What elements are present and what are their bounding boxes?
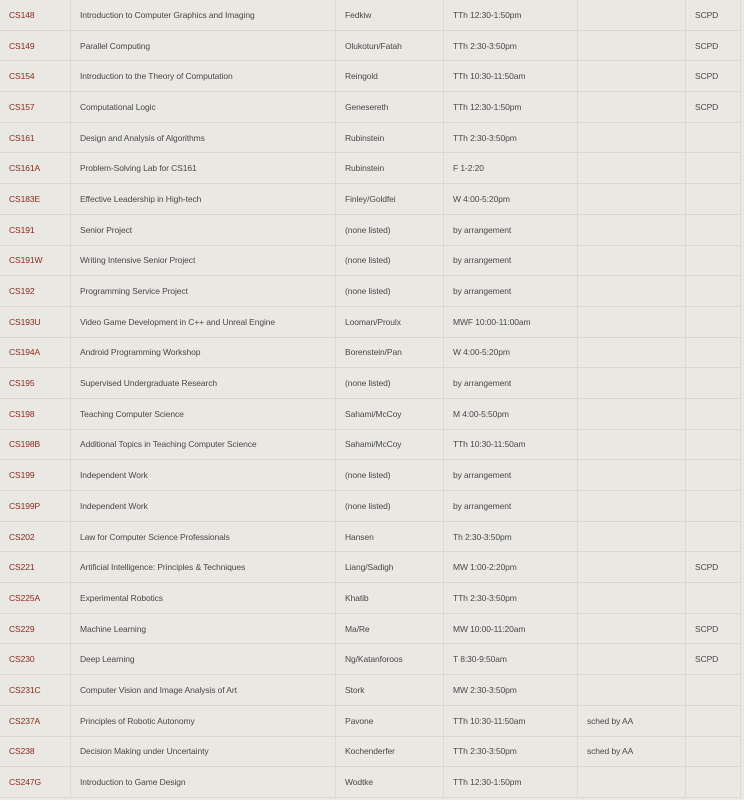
scpd-cell bbox=[686, 705, 741, 736]
instructor-cell: Wodtke bbox=[336, 767, 444, 798]
meeting-time-cell: TTh 2:30-3:50pm bbox=[444, 736, 578, 767]
course-number-cell bbox=[0, 153, 71, 184]
course-number-cell bbox=[0, 644, 71, 675]
course-title-cell: Computational Logic bbox=[71, 92, 336, 123]
course-number-link[interactable]: CS247G bbox=[9, 777, 42, 788]
instructor-cell: Olukotun/Fatah bbox=[336, 30, 444, 61]
course-row bbox=[0, 583, 741, 614]
course-number-link[interactable]: CS229 bbox=[9, 623, 35, 634]
instructor-cell: Kochenderfer bbox=[336, 736, 444, 767]
instructor-cell: Reingold bbox=[336, 61, 444, 92]
course-row bbox=[0, 460, 741, 491]
course-title-cell: Android Programming Workshop bbox=[71, 337, 336, 368]
course-number-cell bbox=[0, 613, 71, 644]
scpd-cell: SCPD bbox=[686, 61, 741, 92]
note-cell bbox=[578, 429, 686, 460]
course-title-cell: Independent Work bbox=[71, 491, 336, 522]
course-number-cell bbox=[0, 521, 71, 552]
scpd-cell bbox=[686, 337, 741, 368]
course-number-link[interactable]: CS161 bbox=[9, 132, 35, 143]
course-number-link[interactable]: CS157 bbox=[9, 101, 35, 112]
scpd-cell bbox=[686, 122, 741, 153]
meeting-time-cell: T 8:30-9:50am bbox=[444, 644, 578, 675]
course-number-link[interactable]: CS154 bbox=[9, 71, 35, 82]
course-title-cell: Deep Learning bbox=[71, 644, 336, 675]
course-number-link[interactable]: CS221 bbox=[9, 562, 35, 573]
instructor-cell: Rubinstein bbox=[336, 153, 444, 184]
note-cell bbox=[578, 613, 686, 644]
instructor-cell: Pavone bbox=[336, 705, 444, 736]
meeting-time-cell: TTh 12:30-1:50pm bbox=[444, 92, 578, 123]
scpd-cell bbox=[686, 460, 741, 491]
course-row bbox=[0, 613, 741, 644]
course-number-link[interactable]: CS225A bbox=[9, 592, 41, 603]
scpd-cell: SCPD bbox=[686, 0, 741, 30]
course-number-cell bbox=[0, 736, 71, 767]
course-row bbox=[0, 214, 741, 245]
course-title-cell: Principles of Robotic Autonomy bbox=[71, 705, 336, 736]
note-cell bbox=[578, 644, 686, 675]
course-number-cell bbox=[0, 30, 71, 61]
course-row bbox=[0, 153, 741, 184]
course-title-cell: Senior Project bbox=[71, 214, 336, 245]
course-row bbox=[0, 30, 741, 61]
instructor-cell: (none listed) bbox=[336, 214, 444, 245]
note-cell bbox=[578, 583, 686, 614]
meeting-time-cell: TTh 12:30-1:50pm bbox=[444, 0, 578, 30]
course-number-cell bbox=[0, 92, 71, 123]
course-number-cell bbox=[0, 0, 71, 30]
course-row bbox=[0, 705, 741, 736]
course-title-cell: Law for Computer Science Professionals bbox=[71, 521, 336, 552]
course-number-link[interactable]: CS199P bbox=[9, 500, 41, 511]
course-number-cell bbox=[0, 460, 71, 491]
note-cell bbox=[578, 767, 686, 798]
note-cell bbox=[578, 184, 686, 215]
course-title-cell: Programming Service Project bbox=[71, 276, 336, 307]
course-number-cell bbox=[0, 122, 71, 153]
scpd-cell: SCPD bbox=[686, 552, 741, 583]
course-number-link[interactable]: CS199 bbox=[9, 470, 35, 481]
meeting-time-cell: by arrangement bbox=[444, 491, 578, 522]
course-number-cell bbox=[0, 276, 71, 307]
course-title-cell: Video Game Development in C++ and Unreal Engine bbox=[71, 306, 336, 337]
meeting-time-cell: by arrangement bbox=[444, 245, 578, 276]
course-title-cell: Supervised Undergraduate Research bbox=[71, 368, 336, 399]
note-cell: sched by AA bbox=[578, 736, 686, 767]
course-number-link[interactable]: CS231C bbox=[9, 684, 41, 695]
note-cell bbox=[578, 368, 686, 399]
course-number-link[interactable]: CS183E bbox=[9, 193, 41, 204]
meeting-time-cell: TTh 10:30-11:50am bbox=[444, 61, 578, 92]
course-number-cell bbox=[0, 398, 71, 429]
course-number-cell bbox=[0, 245, 71, 276]
scpd-cell: SCPD bbox=[686, 644, 741, 675]
instructor-cell: Borenstein/Pan bbox=[336, 337, 444, 368]
course-title-cell: Additional Topics in Teaching Computer Science bbox=[71, 429, 336, 460]
course-number-link[interactable]: CS149 bbox=[9, 40, 35, 51]
meeting-time-cell: by arrangement bbox=[444, 460, 578, 491]
course-title-cell: Experimental Robotics bbox=[71, 583, 336, 614]
instructor-cell: (none listed) bbox=[336, 491, 444, 522]
course-number-link[interactable]: CS191 bbox=[9, 224, 35, 235]
course-number-link[interactable]: CS191W bbox=[9, 255, 43, 266]
meeting-time-cell: Th 2:30-3:50pm bbox=[444, 521, 578, 552]
course-number-link[interactable]: CS194A bbox=[9, 347, 41, 358]
note-cell bbox=[578, 306, 686, 337]
meeting-time-cell: TTh 10:30-11:50am bbox=[444, 705, 578, 736]
instructor-cell: Sahami/McCoy bbox=[336, 398, 444, 429]
scpd-cell bbox=[686, 245, 741, 276]
course-title-cell: Introduction to Computer Graphics and Imaging bbox=[71, 0, 336, 30]
course-row bbox=[0, 767, 741, 798]
meeting-time-cell: MW 1:00-2:20pm bbox=[444, 552, 578, 583]
meeting-time-cell: M 4:00-5:50pm bbox=[444, 398, 578, 429]
scpd-cell bbox=[686, 276, 741, 307]
note-cell bbox=[578, 61, 686, 92]
course-number-cell bbox=[0, 337, 71, 368]
course-row bbox=[0, 0, 741, 30]
note-cell bbox=[578, 460, 686, 491]
meeting-time-cell: TTh 12:30-1:50pm bbox=[444, 767, 578, 798]
course-title-cell: Writing Intensive Senior Project bbox=[71, 245, 336, 276]
scpd-cell bbox=[686, 521, 741, 552]
course-number-cell bbox=[0, 491, 71, 522]
instructor-cell: Finley/Goldfei bbox=[336, 184, 444, 215]
course-row bbox=[0, 337, 741, 368]
meeting-time-cell: TTh 10:30-11:50am bbox=[444, 429, 578, 460]
course-row bbox=[0, 398, 741, 429]
meeting-time-cell: by arrangement bbox=[444, 368, 578, 399]
meeting-time-cell: TTh 2:30-3:50pm bbox=[444, 583, 578, 614]
meeting-time-cell: TTh 2:30-3:50pm bbox=[444, 122, 578, 153]
instructor-cell: Ma/Re bbox=[336, 613, 444, 644]
note-cell bbox=[578, 552, 686, 583]
note-cell bbox=[578, 337, 686, 368]
course-title-cell: Machine Learning bbox=[71, 613, 336, 644]
meeting-time-cell: W 4:00-5:20pm bbox=[444, 184, 578, 215]
meeting-time-cell: W 4:00-5:20pm bbox=[444, 337, 578, 368]
course-row bbox=[0, 92, 741, 123]
course-number-link[interactable]: CS230 bbox=[9, 654, 35, 665]
scpd-cell bbox=[686, 214, 741, 245]
meeting-time-cell: TTh 2:30-3:50pm bbox=[444, 30, 578, 61]
course-row bbox=[0, 429, 741, 460]
course-title-cell: Introduction to Game Design bbox=[71, 767, 336, 798]
instructor-cell: Genesereth bbox=[336, 92, 444, 123]
course-number-link[interactable]: CS198B bbox=[9, 439, 41, 450]
instructor-cell: (none listed) bbox=[336, 276, 444, 307]
course-title-cell: Artificial Intelligence: Principles & Techniques bbox=[71, 552, 336, 583]
note-cell: sched by AA bbox=[578, 705, 686, 736]
scpd-cell bbox=[686, 767, 741, 798]
instructor-cell: (none listed) bbox=[336, 368, 444, 399]
instructor-cell: Khatib bbox=[336, 583, 444, 614]
course-row bbox=[0, 122, 741, 153]
instructor-cell: (none listed) bbox=[336, 245, 444, 276]
course-number-link[interactable]: CS202 bbox=[9, 531, 35, 542]
course-title-cell: Teaching Computer Science bbox=[71, 398, 336, 429]
note-cell bbox=[578, 0, 686, 30]
course-number-cell bbox=[0, 61, 71, 92]
course-number-link[interactable]: CS148 bbox=[9, 9, 35, 20]
course-title-cell: Problem-Solving Lab for CS161 bbox=[71, 153, 336, 184]
note-cell bbox=[578, 153, 686, 184]
note-cell bbox=[578, 92, 686, 123]
instructor-cell: Fedkiw bbox=[336, 0, 444, 30]
course-number-link[interactable]: CS193U bbox=[9, 316, 41, 327]
course-title-cell: Introduction to the Theory of Computation bbox=[71, 61, 336, 92]
meeting-time-cell: F 1-2:20 bbox=[444, 153, 578, 184]
instructor-cell: (none listed) bbox=[336, 460, 444, 491]
note-cell bbox=[578, 398, 686, 429]
course-row bbox=[0, 276, 741, 307]
meeting-time-cell: MWF 10:00-11:00am bbox=[444, 306, 578, 337]
course-title-cell: Design and Analysis of Algorithms bbox=[71, 122, 336, 153]
scpd-cell bbox=[686, 306, 741, 337]
course-row bbox=[0, 521, 741, 552]
course-number-cell bbox=[0, 552, 71, 583]
course-title-cell: Independent Work bbox=[71, 460, 336, 491]
instructor-cell: Hansen bbox=[336, 521, 444, 552]
note-cell bbox=[578, 276, 686, 307]
scpd-cell bbox=[686, 184, 741, 215]
instructor-cell: Sahami/McCoy bbox=[336, 429, 444, 460]
meeting-time-cell: MW 2:30-3:50pm bbox=[444, 675, 578, 706]
scpd-cell bbox=[686, 491, 741, 522]
instructor-cell: Looman/Proulx bbox=[336, 306, 444, 337]
course-row bbox=[0, 245, 741, 276]
note-cell bbox=[578, 245, 686, 276]
course-number-cell bbox=[0, 675, 71, 706]
scpd-cell: SCPD bbox=[686, 30, 741, 61]
note-cell bbox=[578, 675, 686, 706]
course-row bbox=[0, 675, 741, 706]
instructor-cell: Ng/Katanforoos bbox=[336, 644, 444, 675]
instructor-cell: Rubinstein bbox=[336, 122, 444, 153]
course-row bbox=[0, 644, 741, 675]
course-title-cell: Computer Vision and Image Analysis of Art bbox=[71, 675, 336, 706]
course-number-link[interactable]: CS195 bbox=[9, 378, 35, 389]
scpd-cell bbox=[686, 398, 741, 429]
scpd-cell bbox=[686, 429, 741, 460]
course-number-link[interactable]: CS238 bbox=[9, 746, 35, 757]
meeting-time-cell: MW 10:00-11:20am bbox=[444, 613, 578, 644]
scpd-cell: SCPD bbox=[686, 92, 741, 123]
course-row bbox=[0, 184, 741, 215]
course-title-cell: Decision Making under Uncertainty bbox=[71, 736, 336, 767]
course-row bbox=[0, 552, 741, 583]
course-number-cell bbox=[0, 583, 71, 614]
scpd-cell: SCPD bbox=[686, 613, 741, 644]
course-number-cell bbox=[0, 214, 71, 245]
course-number-link[interactable]: CS198 bbox=[9, 408, 35, 419]
scpd-cell bbox=[686, 675, 741, 706]
meeting-time-cell: by arrangement bbox=[444, 214, 578, 245]
course-row bbox=[0, 61, 741, 92]
course-row bbox=[0, 306, 741, 337]
course-number-link[interactable]: CS237A bbox=[9, 715, 41, 726]
course-row bbox=[0, 491, 741, 522]
course-number-cell bbox=[0, 368, 71, 399]
scpd-cell bbox=[686, 368, 741, 399]
course-number-cell bbox=[0, 306, 71, 337]
course-title-cell: Parallel Computing bbox=[71, 30, 336, 61]
note-cell bbox=[578, 122, 686, 153]
note-cell bbox=[578, 521, 686, 552]
course-number-cell bbox=[0, 705, 71, 736]
note-cell bbox=[578, 214, 686, 245]
note-cell bbox=[578, 30, 686, 61]
meeting-time-cell: by arrangement bbox=[444, 276, 578, 307]
scpd-cell bbox=[686, 153, 741, 184]
course-number-link[interactable]: CS161A bbox=[9, 163, 41, 174]
course-row bbox=[0, 368, 741, 399]
course-title-cell: Effective Leadership in High-tech bbox=[71, 184, 336, 215]
note-cell bbox=[578, 491, 686, 522]
course-number-link[interactable]: CS192 bbox=[9, 286, 35, 297]
course-number-cell bbox=[0, 767, 71, 798]
scpd-cell bbox=[686, 583, 741, 614]
course-number-cell bbox=[0, 184, 71, 215]
instructor-cell: Stork bbox=[336, 675, 444, 706]
instructor-cell: Liang/Sadigh bbox=[336, 552, 444, 583]
scpd-cell bbox=[686, 736, 741, 767]
course-number-cell bbox=[0, 429, 71, 460]
course-row bbox=[0, 736, 741, 767]
